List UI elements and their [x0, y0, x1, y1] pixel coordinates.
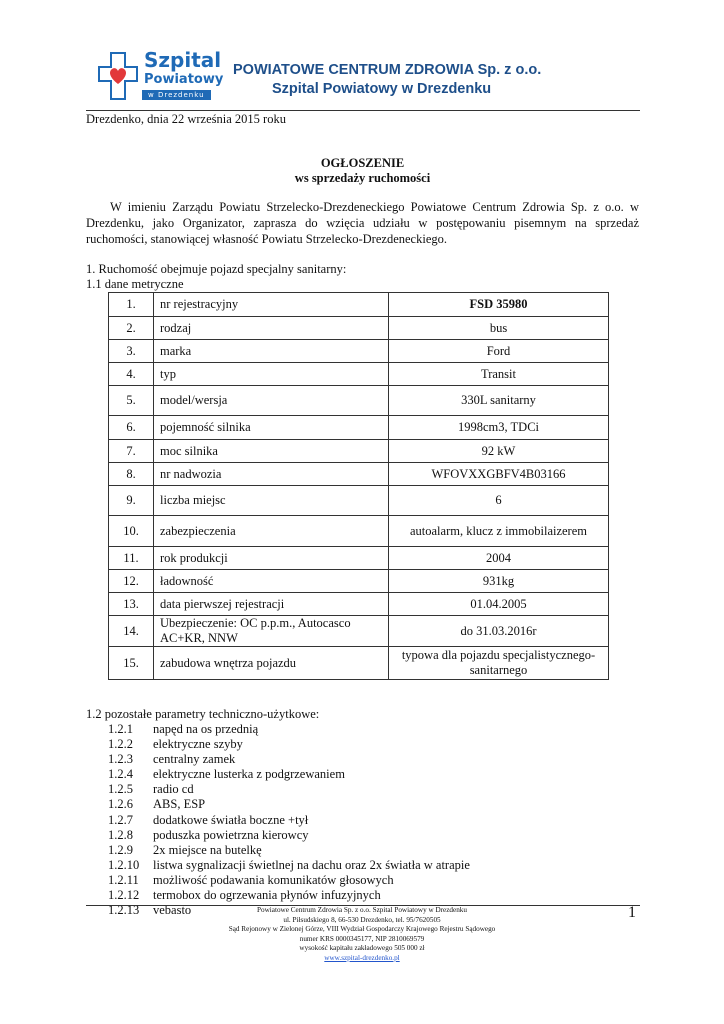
table-row: [109, 516, 609, 547]
item-text: możliwość podawania komunikatów głosowych: [153, 872, 394, 887]
list-item: [108, 843, 470, 858]
param-value: 931kg: [389, 570, 609, 593]
footer-registry: numer KRS 0000345177, NIP 2810069579: [299, 934, 425, 943]
param-name: nr rejestracyjny: [154, 293, 389, 317]
param-name: typ: [154, 363, 389, 386]
item-number: 1.2.3: [108, 752, 133, 767]
param-name: zabezpieczenia: [154, 516, 389, 547]
param-name: pojemność silnika: [154, 416, 389, 440]
row-number: 4.: [109, 363, 154, 386]
item-text: poduszka powietrzna kierowcy: [153, 827, 309, 842]
item-number: 1.2.7: [108, 812, 133, 827]
section-1-1-heading: 1.1 dane metryczne: [86, 277, 184, 291]
list-item: [108, 888, 470, 903]
row-number: 9.: [109, 486, 154, 516]
section-1-heading: 1. Ruchomość obejmuje pojazd specjalny sanitarny:: [86, 262, 347, 276]
param-name: model/wersja: [154, 386, 389, 416]
item-number: 1.2.1: [108, 722, 133, 736]
param-name: liczba miejsc: [154, 486, 389, 516]
logo-subtitle: Powiatowy: [144, 72, 224, 87]
param-value: 01.04.2005: [389, 593, 609, 616]
row-number: 1.: [109, 293, 154, 317]
param-value: WFOVXXGBFV4B03166: [389, 463, 609, 486]
list-item: [108, 858, 470, 873]
param-name: moc silnika: [154, 440, 389, 463]
item-number: 1.2.11: [108, 872, 139, 887]
item-number: 1.2.4: [108, 767, 133, 782]
list-item: [108, 873, 470, 888]
table-row: [109, 386, 609, 416]
param-name: nr nadwozia: [154, 463, 389, 486]
table-row: [109, 463, 609, 486]
item-text: ABS, ESP: [153, 797, 206, 812]
footer-capital: wysokość kapitału zakładowego 505 000 zł: [299, 944, 425, 952]
table-row: [109, 616, 609, 647]
param-value: Transit: [389, 363, 609, 386]
table-row: [109, 570, 609, 593]
param-name: ładowność: [154, 570, 389, 593]
list-item: [108, 797, 470, 812]
item-number: 1.2.8: [108, 827, 133, 842]
list-item: [108, 737, 470, 752]
table-row: [109, 647, 609, 680]
intro-paragraph: W imieniu Zarządu Powiatu Strzelecko-Drezdeneckiego Powiatowe Centrum Zdrowia Sp. z o.o. w Drezdenku, jako Organizator, zaprasza do wzięcia udziału w postępowaniu pisemnym na sprzedaż ruchomości, stanowiącej własność Powiatu Strzelecko-Drezdeneckiego.: [86, 200, 639, 246]
param-value: 6: [389, 486, 609, 516]
row-number: 5.: [109, 386, 154, 416]
website-link[interactable]: www.szpital-drezdenko.pl: [324, 953, 400, 962]
param-value: do 31.03.2016r: [389, 616, 609, 647]
list-item: [108, 752, 470, 767]
item-number: 1.2.5: [108, 782, 133, 797]
section-1-2-heading: 1.2 pozostałe parametry techniczno-użytkowe:: [86, 707, 320, 721]
item-number: 1.2.2: [108, 737, 133, 752]
announcement-title: OGŁOSZENIE: [320, 156, 405, 170]
param-value: typowa dla pojazdu specjalistycznego-sanitarnego: [389, 647, 609, 680]
organization-subtitle: Szpital Powiatowy w Drezdenku: [272, 81, 492, 97]
param-value: 1998cm3, TDCi: [389, 416, 609, 440]
list-item: [108, 828, 470, 843]
row-number: 7.: [109, 440, 154, 463]
param-name: data pierwszej rejestracji: [154, 593, 389, 616]
item-text: vebasto: [153, 903, 192, 918]
row-number: 2.: [109, 317, 154, 340]
row-number: 12.: [109, 570, 154, 593]
table-row: [109, 416, 609, 440]
hospital-logo: [96, 50, 226, 106]
item-text: listwa sygnalizacji świetlnej na dachu oraz 2x światła w atrapie: [153, 857, 470, 872]
footer-address: ul. Piłsudskiego 8, 66-530 Drezdenko, tel. 95/7620505: [283, 915, 441, 924]
item-number: 1.2.10: [108, 857, 140, 872]
table-row: [109, 547, 609, 570]
param-name: Ubezpieczenie: OC p.p.m., Autocasco AC+KR, NNW: [154, 616, 389, 647]
logo-city: w Drezdenku: [142, 90, 211, 100]
table-row: [109, 440, 609, 463]
footer-company: Powiatowe Centrum Zdrowia Sp. z o.o. Szpital Powiatowy w Drezdenku: [257, 906, 467, 914]
list-item: [108, 767, 470, 782]
list-item: [108, 782, 470, 797]
row-number: 15.: [109, 647, 154, 680]
table-row: [109, 293, 609, 317]
item-number: 1.2.12: [108, 888, 140, 903]
param-name: zabudowa wnętrza pojazdu: [154, 647, 389, 680]
row-number: 11.: [109, 547, 154, 570]
date-line: Drezdenko, dnia 22 września 2015 roku: [86, 112, 286, 126]
row-number: 10.: [109, 516, 154, 547]
item-text: dodatkowe światła boczne +tył: [153, 812, 309, 827]
item-number: 1.2.13: [108, 903, 140, 918]
list-item: [108, 722, 470, 737]
item-text: termobox do ogrzewania płynów infuzyjnych: [153, 888, 381, 903]
item-text: radio cd: [153, 782, 194, 797]
logo-name: Szpital: [144, 48, 222, 72]
footer: [150, 906, 574, 963]
footer-court: Sąd Rejonowy w Zielonej Górze, VIII Wydział Gospodarczy Krajowego Rejestru Sądowego: [228, 925, 496, 933]
header-divider: [86, 110, 640, 111]
cross-heart-icon: [96, 50, 140, 102]
announcement-subtitle: ws sprzedaży ruchomości: [294, 171, 431, 185]
row-number: 14.: [109, 616, 154, 647]
row-number: 8.: [109, 463, 154, 486]
item-text: elektryczne szyby: [153, 737, 243, 752]
feature-list: [108, 722, 470, 918]
item-number: 1.2.9: [108, 842, 133, 857]
param-value: 330L sanitarny: [389, 386, 609, 416]
row-number: 13.: [109, 593, 154, 616]
item-text: elektryczne lusterka z podgrzewaniem: [153, 767, 345, 782]
page-number: 1: [628, 904, 636, 921]
row-number: 3.: [109, 340, 154, 363]
table-row: [109, 340, 609, 363]
param-name: rodzaj: [154, 317, 389, 340]
vehicle-spec-table: [108, 292, 609, 680]
param-value: Ford: [389, 340, 609, 363]
param-value: bus: [389, 317, 609, 340]
organization-name: POWIATOWE CENTRUM ZDROWIA Sp. z o.o.: [233, 62, 542, 78]
table-row: [109, 317, 609, 340]
item-text: 2x miejsce na butelkę: [153, 842, 262, 857]
param-value: autoalarm, klucz z immobilaizerem: [389, 516, 609, 547]
param-name: marka: [154, 340, 389, 363]
table-row: [109, 593, 609, 616]
list-item: [108, 813, 470, 828]
param-value: 92 kW: [389, 440, 609, 463]
item-text: centralny zamek: [153, 752, 236, 767]
param-value: 2004: [389, 547, 609, 570]
param-name: rok produkcji: [154, 547, 389, 570]
table-row: [109, 486, 609, 516]
param-value: FSD 35980: [389, 293, 609, 317]
item-number: 1.2.6: [108, 797, 133, 812]
table-row: [109, 363, 609, 386]
item-text: napęd na os przednią: [153, 722, 259, 736]
row-number: 6.: [109, 416, 154, 440]
